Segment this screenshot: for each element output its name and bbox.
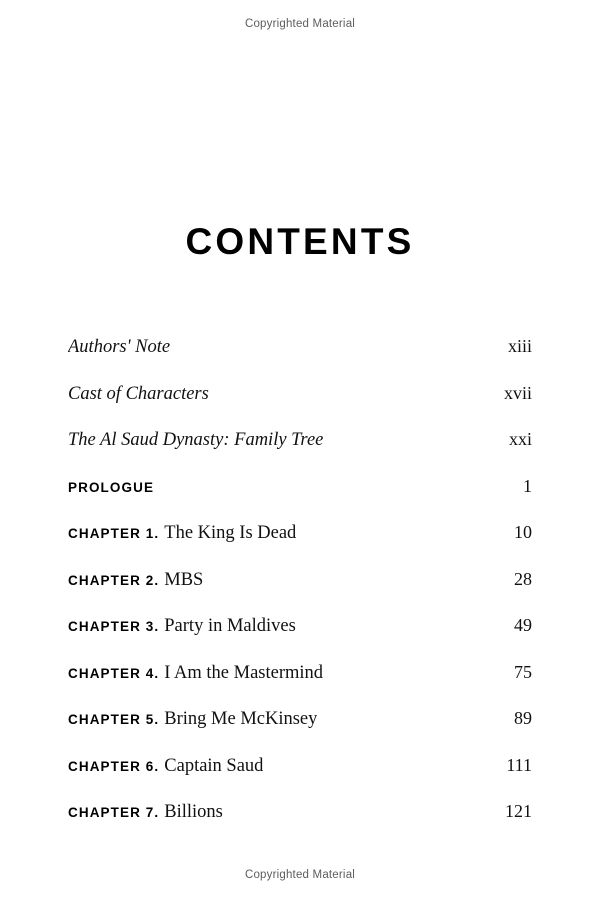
- toc-entry[interactable]: [68, 801, 532, 848]
- toc-entry-text: [68, 756, 263, 777]
- toc-entry-title: Captain Saud: [164, 755, 264, 776]
- toc-entry-page-number: 89: [514, 708, 532, 728]
- toc-entry-text: [68, 430, 323, 451]
- toc-entry[interactable]: [68, 336, 532, 383]
- toc-entry-title: I Am the Mastermind: [164, 662, 324, 683]
- watermark-bottom: Copyrighted Material: [244, 869, 356, 881]
- toc-entry-page-number: 75: [514, 661, 532, 682]
- toc-entry-text: [68, 337, 170, 358]
- toc-entry-text: [68, 802, 223, 823]
- toc-entry-text: [68, 709, 317, 730]
- toc-entry-label: The Al Saud Dynasty: Family Tree: [68, 430, 324, 450]
- toc-entry-label: PROLOGUE: [68, 479, 155, 495]
- toc-entry-title: The King Is Dead: [164, 523, 297, 543]
- toc-entry-page-number: 1: [523, 475, 532, 496]
- toc-entry[interactable]: [68, 476, 532, 523]
- toc-entry[interactable]: [68, 615, 532, 662]
- toc-entry-label: Cast of Characters: [68, 383, 209, 404]
- toc-entry-label: Authors' Note: [68, 337, 171, 357]
- toc-entry-page-number: xiii: [507, 336, 532, 356]
- toc-entry-page-number: 49: [514, 615, 532, 635]
- toc-entry-title: Billions: [164, 802, 223, 822]
- toc-entry[interactable]: [68, 383, 532, 430]
- toc-entry-label: CHAPTER 4.: [68, 665, 160, 681]
- toc-entry-text: [68, 570, 203, 591]
- toc-entry-label: CHAPTER 3.: [68, 619, 160, 634]
- toc-entry[interactable]: [68, 662, 532, 709]
- toc-entry[interactable]: [68, 522, 532, 569]
- toc-entry[interactable]: [68, 569, 532, 616]
- toc-entry-title: MBS: [164, 569, 204, 590]
- toc-entry-label: CHAPTER 2.: [68, 572, 160, 588]
- toc-entry-page-number: 121: [505, 801, 532, 821]
- watermark-top: Copyrighted Material: [244, 18, 356, 30]
- toc-entry-label: CHAPTER 1.: [68, 526, 160, 541]
- toc-entry-title: Party in Maldives: [164, 616, 296, 636]
- toc-entry-title: Bring Me McKinsey: [164, 709, 318, 729]
- toc-entry-page-number: xxi: [508, 429, 532, 449]
- toc-entry-page-number: xvii: [503, 382, 532, 403]
- toc-entry-label: CHAPTER 7.: [68, 805, 160, 820]
- toc-entry-page-number: 111: [506, 754, 532, 775]
- toc-entry-label: CHAPTER 6.: [68, 758, 160, 774]
- toc-entry-page-number: 28: [514, 568, 532, 589]
- toc-entry-label: CHAPTER 5.: [68, 712, 160, 727]
- toc-entry-text: [68, 384, 209, 405]
- page-title: CONTENTS: [185, 220, 415, 262]
- toc-entry-text: [68, 523, 296, 544]
- toc-entry[interactable]: [68, 755, 532, 802]
- toc-entry[interactable]: [68, 708, 532, 755]
- toc-entry-text: [68, 616, 296, 637]
- toc-entry[interactable]: [68, 429, 532, 476]
- toc-entry-text: [68, 479, 154, 497]
- toc-entry-text: [68, 663, 323, 684]
- table-of-contents: [68, 336, 532, 848]
- toc-entry-page-number: 10: [514, 522, 532, 542]
